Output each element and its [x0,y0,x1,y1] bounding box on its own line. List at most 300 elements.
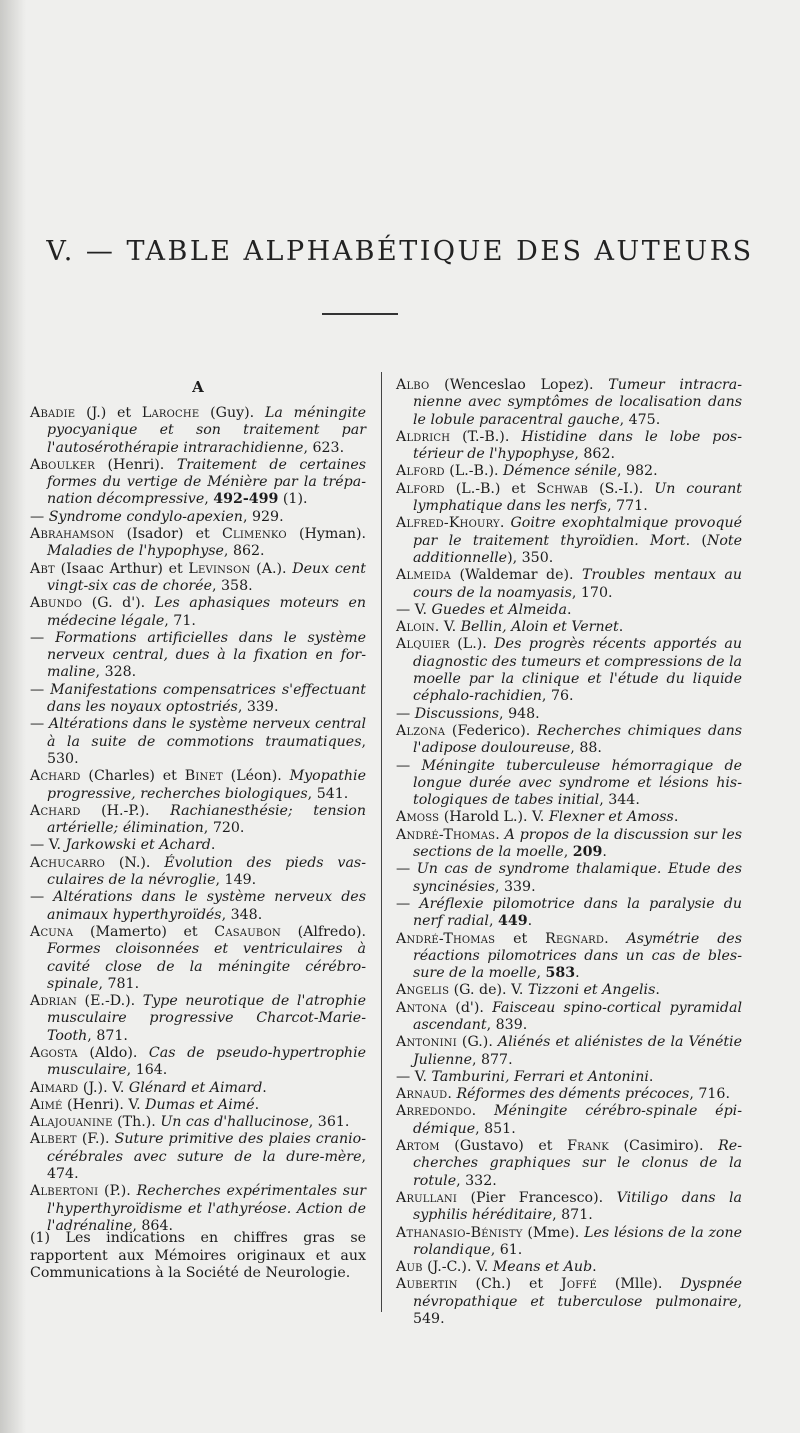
work-title: Tumeur intracranienne avec symptômes de localisation dans le lobule paracentral gauche [413,377,742,428]
author-name: Arredondo [396,1103,472,1120]
author-name: Aloin [396,619,435,636]
entry-text: (Pier Francesco). [457,1189,617,1206]
work-title: Traitement de certaines formes du vertige de Ménière par la trépanation décompressive [47,456,366,508]
index-entry [30,509,366,526]
entry-text: (Alfredo). [280,923,366,940]
entry-text: . [273,699,279,716]
entry-text: (Mlle). [597,1276,681,1293]
entry-text: ), [507,549,522,566]
page-number: 851 [484,1120,512,1137]
entry-text: (F.). [76,1131,115,1148]
index-entry [396,723,742,758]
work-title: Les aphasiques moteurs en médecine légale [47,595,366,629]
entry-text: . [344,1114,350,1131]
work-title: Tizzoni et Angelis [527,982,656,999]
index-entry [30,803,366,838]
entry-text: (Federico). [445,722,537,739]
author-name: Albert [30,1131,77,1148]
work-title: Réformes des déments précoces [456,1086,690,1103]
index-entry [396,619,742,636]
entry-text: (Ch.) et [457,1276,561,1293]
entry-text: , [689,1086,699,1103]
work-title: Glénard et Aimard [128,1079,263,1096]
author-name: Joffé [560,1276,597,1293]
work-title: Manifestations compensatrices s'effectuant dans les noyaux optostriés [47,681,366,716]
entry-text: . [618,619,624,636]
page-number: 929 [251,508,280,525]
author-name: Aub [396,1259,423,1276]
entry-text: . [123,1027,128,1044]
page-number-bold: 492-499 [213,491,279,508]
entry-text: , [486,1016,496,1033]
index-entry [396,982,742,999]
entry-text: (N.). [104,854,165,871]
author-name: Albertoni [30,1183,99,1200]
work-title: Évolution des pieds vasculaires de la névroglie [47,854,366,889]
entry-text: (T.-B.). [450,428,522,445]
entry-text: (S.-I.). [588,480,655,497]
author-name: Acuna [30,923,74,940]
work-title: Méningite cérébro-spinale épidémique [413,1103,742,1137]
index-entry [396,1103,742,1138]
author-name: Abrahamson [30,526,115,543]
entry-text: , [203,820,213,837]
entry-text: (Hyman). [286,526,366,543]
author-name: Abadie [30,405,76,421]
entry-text: — V. [396,601,432,618]
author-name: André-Thomas [396,930,496,947]
entry-text: , [204,491,214,508]
entry-text: . [602,844,607,861]
entry-text: . [527,913,533,930]
work-title: Dumas et Aimé [145,1096,255,1113]
work-title: Goitre exophtalmique provoqué par le traitement thyroïdien. Mort [413,515,742,549]
entry-text: (Henri). [94,456,177,473]
work-title: Altérations dans le système nerveux des animaux hyperthyroïdés [47,889,366,923]
entry-text: (Th.). [112,1114,161,1131]
page-number: 864 [141,1217,169,1234]
author-name: Amoss [396,809,440,826]
author-name: André-Thomas [396,826,496,843]
author-name: Aimé [30,1096,63,1113]
work-title: Rachianesthésie; tension artérielle; élimination [47,802,366,837]
page-number: 328 [104,664,132,681]
index-entry [396,377,742,429]
page-number: 76 [550,688,570,705]
work-title: Asymétrie des réactions pilomotrices dans un cas de blessure de la moelle [413,930,742,982]
entry-text: . [531,878,536,895]
entry-text: . [191,612,196,629]
entry-text: , [488,913,498,930]
page-number: 88 [579,740,598,757]
entry-text: . [210,837,216,854]
author-name: Almeida [396,567,452,584]
work-title: Dyspnée névropathique et tuberculose pulmonaire [413,1276,742,1310]
entry-text: (E.-D.). [76,993,143,1010]
column-divider [381,372,382,1312]
index-entry [396,809,742,826]
page-number: 344 [608,792,636,809]
entry-text: (Isador) et [114,526,222,543]
section-letter: A [192,378,204,396]
author-name: Arnaud [396,1086,448,1103]
entry-text: , [237,699,247,716]
entry-text: (Charles) et [80,768,185,785]
entry-text: . [343,785,349,802]
index-entry [396,1259,742,1276]
entry-text: . [610,446,615,463]
entry-text: , [132,1217,142,1234]
page-number: 871 [561,1207,589,1224]
entry-text: . [162,1062,168,1079]
entry-text: , [475,1120,485,1137]
entry-text: , [242,508,252,525]
work-title: Guedes et Almeida [431,601,567,618]
author-name: Abt [30,560,55,577]
entry-text: , [215,872,225,889]
footnote: (1) Les indications en chiffres gras se rapportent aux Mémoires originaux et aux Communications à la Société de Neurologie. [30,1230,366,1281]
page-number-bold: 449 [497,913,528,930]
work-title: Des progrès récents apportés au diagnostic des tumeurs et compressions de la moelle par la clinique et l'étude du liquide céphalo-rachidien [413,636,742,705]
index-entry [396,706,742,723]
entry-text: — [30,716,49,733]
entry-text: , [536,965,546,982]
entry-text: (L.). [449,636,495,653]
work-title: Type neurotique de l'atrophie musculaire progressive Charcot-Marie-Tooth [47,993,366,1044]
author-name: Schwab [536,480,589,497]
entry-text: — [396,861,417,878]
entry-text: , [737,1293,742,1310]
author-name: Casaubon [214,923,281,940]
title-rule [322,313,398,315]
entry-text: (J.) et [75,405,142,421]
work-title: Un cas de syndrome thalamique. Etude des syncinésies [413,861,742,895]
work-title: Myopathie progressive, recherches biologiques [47,768,366,802]
entry-text: . V. [434,619,461,636]
work-title: Recherches expérimentales sur l'hyperthyroïdisme et l'athyréose. Action de l'adrénaline [47,1183,366,1234]
author-name: Achucarro [30,854,105,871]
author-name: Antonini [396,1034,457,1051]
index-entry [30,889,366,924]
entry-text: . [279,508,284,525]
entry-text: (G. de). V. [449,982,528,999]
index-entry [30,457,366,509]
work-title: Cas de pseudo-hypertrophie musculaire [47,1044,366,1079]
page-number: 862 [232,543,261,560]
index-entry [30,1045,366,1080]
entry-text: . [499,515,511,532]
page-number: 339 [246,699,274,716]
entry-text: . [597,740,602,757]
entry-text: . [604,930,627,947]
entry-text: . [239,820,245,837]
entry-text: (Guy). [199,405,265,421]
entry-text: . [655,982,660,999]
page-edge-shadow [0,0,26,1433]
entry-text: , [98,975,108,992]
author-name: Frank [567,1138,609,1155]
entry-text: . [648,1068,654,1085]
index-entry [396,861,742,896]
page-number: 982 [625,463,654,480]
entry-text: , [87,1027,97,1044]
work-title: Formes cloisonnées et ventriculaires à cavité close de la méningite cérébro-spinale [47,941,366,992]
entry-text: . [260,543,265,560]
work-title: Formations artificielles dans le système nerveux central, dues à la fixation en formaline [47,629,367,681]
entry-text: , [570,740,580,757]
index-entry [30,526,366,561]
work-title: Troubles mentaux au cours de la noamyasis [413,567,743,601]
index-entry [30,837,366,854]
index-entry [30,1131,366,1183]
index-entry [30,1183,366,1235]
page-number: 549 [413,1311,441,1328]
entry-text: (P.). [98,1183,137,1200]
entry-text: (J.). V. [78,1079,129,1096]
index-entry [30,768,366,803]
entry-text: — V. [30,837,66,854]
entry-text: . [254,1096,260,1113]
work-title: Histidine dans le lobe postérieur de l'hypophyse [413,428,742,463]
work-title: Note additionnelle [413,532,742,566]
author-name: Alford [396,480,445,497]
index-entry [396,1276,742,1328]
entry-text: (Henri). V. [62,1096,146,1113]
index-entry [30,405,366,457]
entry-text: , [574,446,584,463]
author-name: Athanasio-Bénisty [396,1224,523,1241]
page-number: 474 [47,1166,75,1183]
index-entry [30,855,366,890]
left-column [30,405,366,1235]
index-entry [30,924,366,993]
entry-text: (A.). [250,560,293,577]
index-entry [396,1069,742,1086]
entry-text: (G. d'). [82,595,155,612]
work-title: Faisceau spino-cortical pyramidal ascendant [413,999,742,1033]
entry-text: (Waldemar de). [451,567,582,584]
entry-text: , [361,1148,366,1165]
entry-text: . ( [685,532,707,549]
index-entry [30,993,366,1045]
page-number: 623 [312,439,340,456]
entry-text: . [74,1166,79,1183]
index-entry [396,1138,742,1190]
entry-text: — [30,889,54,906]
entry-text: . [131,664,137,681]
entry-text: . [535,705,540,722]
index-entry [396,481,742,516]
author-name: Binet [184,768,223,785]
page-number: 871 [96,1027,124,1044]
entry-text: . [673,809,679,826]
entry-text: (Wenceslao Lopez). [429,377,609,393]
index-entry [396,827,742,862]
page-number: 839 [495,1016,523,1033]
entry-text: . [447,1086,457,1103]
entry-text: . [471,1103,494,1120]
entry-text: , [223,543,233,560]
page-number: 348 [230,906,258,923]
work-title: Means et Aub [492,1259,593,1276]
entry-text: . [495,826,505,843]
entry-text: . [251,872,257,889]
author-name: Laroche [141,405,200,421]
index-entry [30,1097,366,1114]
work-title: Un cas d'hallucinose [160,1114,309,1131]
author-name: Regnard [545,930,605,947]
page-number: 720 [212,820,240,837]
index-entry [396,1000,742,1035]
entry-text: . [248,577,253,594]
author-name: Alajouanine [30,1114,113,1131]
page-number: 332 [465,1172,493,1189]
page-number: 530 [47,750,75,767]
author-name: Abundo [30,595,83,612]
index-entry [396,567,742,602]
author-name: Arullani [396,1189,458,1206]
author-name: Alzona [396,722,446,739]
author-name: Angelis [396,982,450,999]
entry-text: . [339,439,345,456]
page-number: 862 [583,446,611,463]
entry-text: (Harold L.). V. [439,809,549,826]
author-name: Achard [30,802,81,819]
entry-text: (H.-P.). [80,802,171,819]
page-number: 164 [135,1062,163,1079]
index-entry [396,636,742,705]
entry-text: , [599,792,609,809]
author-name: Alfred-Khoury [396,515,500,532]
page-number: 170 [580,584,608,601]
entry-text: — [30,629,56,646]
index-entry [396,896,742,931]
entry-text: . [517,1241,523,1258]
entry-text: . [643,498,648,515]
author-name: Aubertin [396,1276,458,1293]
index-entry [30,561,366,596]
index-entry [30,1114,366,1131]
entry-text: , [619,411,629,428]
page-title: V. — TABLE ALPHABÉTIQUE DES AUTEURS [46,236,754,267]
entry-text: . [168,1217,174,1234]
author-name: Agosta [30,1044,78,1061]
page-number: 358 [221,577,249,594]
entry-text: , [616,463,626,480]
index-entry [30,682,366,717]
page-number: 716 [698,1086,726,1103]
entry-text: , [499,705,509,722]
page-number: 475 [628,411,656,428]
entry-text: (L.-B.) et [444,480,537,497]
index-entry [396,1190,742,1225]
entry-text: . [492,1172,497,1189]
index-entry [396,463,742,480]
entry-text: , [607,498,617,515]
work-title: Suture primitive des plaies cranio-cérébrales avec suture de la dure-mère [47,1131,366,1165]
work-title: Un courant lymphatique dans les nerfs [413,480,743,515]
page-number: 71 [173,612,192,629]
entry-text: (G.). [456,1034,498,1051]
index-entry [396,429,742,464]
page-number: 877 [481,1051,509,1068]
entry-text: (Aldo). [77,1044,149,1061]
index-entry [396,758,742,810]
entry-text: , [456,1172,466,1189]
page-number-bold: 583 [545,965,576,982]
entry-text: , [552,1207,562,1224]
entry-text: (L.-B.). [444,463,504,480]
author-name: Climenko [221,526,287,543]
entry-text: — [30,508,49,525]
entry-text: (Mamerto) et [73,923,215,940]
entry-text: , [164,612,174,629]
work-title: Syndrome condylo-apexien [48,508,243,525]
author-name: Aboulker [30,456,95,473]
page-number: 149 [224,872,252,889]
entry-text: . [440,1311,445,1328]
entry-text: , [221,906,231,923]
entry-text: . [635,792,640,809]
page-number: 781 [107,975,135,992]
work-title: Altérations dans le système nerveux central à la suite de commotions traumatiques [47,716,367,750]
entry-text: — [396,705,415,722]
entry-text: — V. [396,1068,432,1085]
entry-text: , [490,1241,500,1258]
author-name: Aimard [30,1079,79,1096]
entry-text: , [307,785,317,802]
entry-text: — [30,681,51,698]
page-number: 771 [616,498,644,515]
index-entry [396,1225,742,1260]
entry-text: — [396,757,422,774]
work-title: Tamburini, Ferrari et Antonini [431,1068,649,1085]
right-column [396,377,742,1328]
entry-text: (Casimiro). [608,1138,719,1155]
author-name: Alquier [396,636,450,653]
entry-text: (Mme). [522,1224,585,1241]
entry-text: , [571,584,581,601]
index-entry [396,1086,742,1103]
page-number: 350 [521,549,549,566]
entry-text: (Isaac Arthur) et [54,560,189,577]
author-name: Adrian [30,993,77,1010]
entry-text: . [566,601,572,618]
author-name: Aldrich [396,428,451,445]
work-title: Aliénés et aliénistes de la Vénétie Julienne [413,1034,742,1068]
work-title: A propos de la discussion sur les sections de la moelle [413,826,742,861]
work-title: Discussions [414,705,500,722]
entry-text: (J.-C.). V. [422,1259,493,1276]
entry-text: . [725,1086,730,1103]
entry-text: . [588,1207,593,1224]
page-number: 339 [503,878,532,895]
work-title: Flexner et Amoss [548,809,674,826]
index-entry [30,630,366,682]
work-title: Bellin, Aloin et Vernet [460,619,619,636]
entry-text: . [522,1016,528,1033]
work-title: Démence sénile [503,463,617,480]
entry-text: . [257,906,263,923]
entry-text: , [126,1062,136,1079]
author-name: Alford [396,463,445,480]
entry-text: . [575,965,580,982]
entry-text: , [308,1114,318,1131]
entry-text: — [396,895,420,912]
work-title: Recherches graphiques sur le clonus de la rotule [413,1138,742,1189]
page-number: 61 [499,1241,518,1258]
entry-text: . [74,750,79,767]
